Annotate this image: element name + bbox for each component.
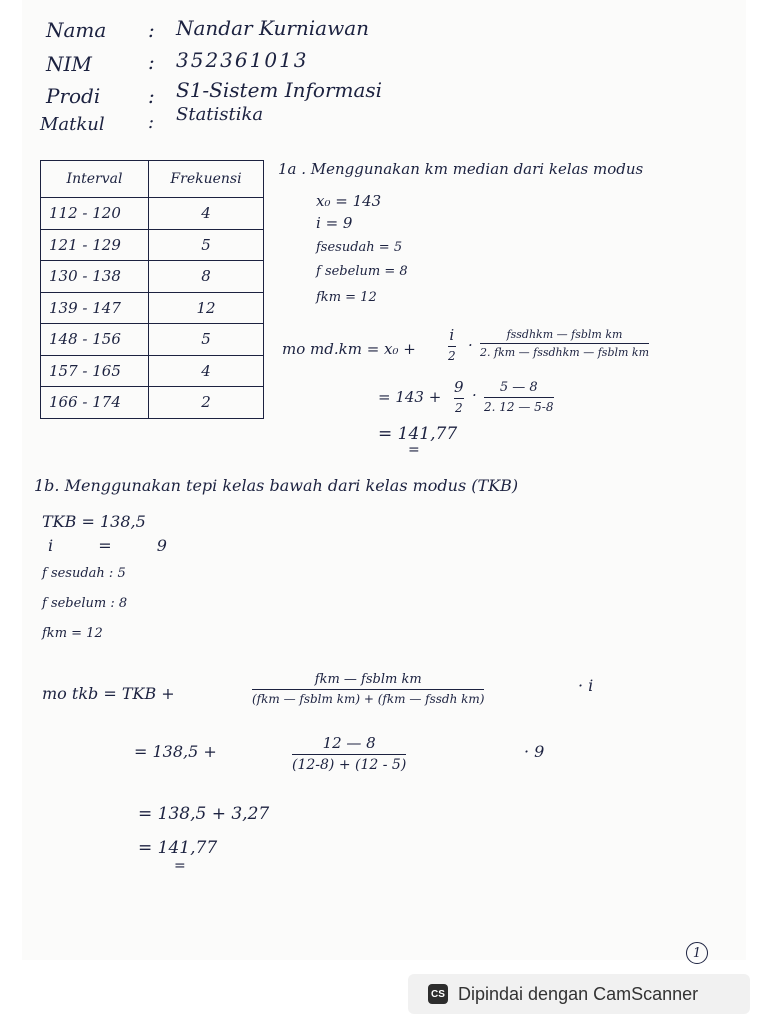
part-b-fkm: fkm = 12: [42, 626, 103, 641]
camscanner-watermark: [408, 974, 750, 1014]
part-a-formula-i-fraction: [448, 326, 456, 363]
part-a-formula-lhs: mo md.km = x₀ +: [282, 340, 416, 358]
matkul-label: Matkul: [40, 114, 105, 135]
part-a-step-lhs: = 143 +: [378, 388, 442, 406]
fraction-bar: [484, 397, 554, 398]
interval-cell: 139 - 147: [41, 292, 149, 324]
fraction-numerator: 12 — 8: [322, 734, 376, 752]
part-b-step2: = 138,5 + 3,27: [138, 804, 270, 824]
matkul-value: Statistika: [176, 104, 264, 125]
part-a-title: 1a . Menggunakan km median dari kelas modus: [278, 160, 644, 178]
fraction-bar: [252, 689, 484, 690]
part-b-result-underline: =: [174, 858, 186, 874]
fraction-denominator: (fkm — fsblm km) + (fkm — fssdh km): [252, 692, 485, 706]
page-number: 1: [686, 942, 708, 964]
fraction-denominator: 2. fkm — fssdhkm — fsblm km: [480, 346, 650, 359]
fraction-numerator: 9: [454, 378, 464, 396]
camscanner-logo-icon: CS: [428, 984, 448, 1004]
fraction-numerator: fkm — fsblm km: [314, 672, 422, 687]
fraction-denominator: (12-8) + (12 - 5): [292, 757, 407, 773]
nim-value: 352361013: [176, 48, 309, 72]
interval-cell: 112 - 120: [41, 198, 149, 230]
multiply-dot: ·: [468, 336, 473, 354]
frequency-cell: 5: [149, 229, 264, 261]
fraction-denominator: 2: [454, 401, 463, 415]
fraction-bar: [480, 343, 649, 344]
fraction-numerator: fssdhkm — fsblm km: [506, 328, 623, 341]
part-b-step-tail: · 9: [524, 742, 545, 761]
frequency-cell: 4: [149, 198, 264, 230]
interval-cell: 166 - 174: [41, 387, 149, 419]
part-b-fsebelum: f sebelum : 8: [42, 596, 128, 611]
part-b-fsesudah: f sesudah : 5: [42, 566, 126, 581]
part-b-i: i = 9: [48, 536, 167, 555]
part-b-title: 1b. Menggunakan tepi kelas bawah dari kelas modus (TKB): [34, 476, 519, 495]
part-a-formula-fraction: [480, 328, 649, 359]
part-a-result: = 141,77: [378, 424, 458, 444]
table-row: [41, 198, 264, 230]
fraction-bar: [448, 346, 456, 347]
part-b-result: = 141,77: [138, 838, 218, 858]
part-a-fkm: fkm = 12: [316, 290, 377, 305]
camscanner-text: Dipindai dengan CamScanner: [458, 983, 699, 1004]
matkul-colon: :: [148, 112, 155, 133]
table-row: [41, 229, 264, 261]
interval-cell: 130 - 138: [41, 261, 149, 293]
prodi-label: Prodi: [46, 84, 101, 108]
multiply-dot: ·: [472, 386, 477, 404]
table-header-row: [41, 161, 264, 198]
part-b-formula-tail: · i: [578, 676, 594, 695]
fraction-numerator: i: [449, 326, 455, 344]
fraction-denominator: 2. 12 — 5-8: [484, 400, 554, 414]
fraction-numerator: 5 — 8: [499, 380, 538, 395]
column-header-interval: Interval: [41, 161, 149, 198]
interval-cell: 157 - 165: [41, 355, 149, 387]
part-b-step-fraction: [292, 734, 406, 773]
table-row: [41, 387, 264, 419]
part-a-fsesudah: fsesudah = 5: [316, 240, 403, 255]
column-header-frequency: Frekuensi: [149, 161, 264, 198]
part-a-i: i = 9: [316, 214, 353, 232]
nim-label: NIM: [46, 52, 92, 76]
table-row: [41, 292, 264, 324]
table-row: [41, 355, 264, 387]
part-a-fsebelum: f sebelum = 8: [316, 264, 408, 279]
frequency-table: [40, 160, 264, 419]
frequency-cell: 8: [149, 261, 264, 293]
fraction-bar: [292, 754, 406, 755]
frequency-cell: 2: [149, 387, 264, 419]
part-b-formula-lhs: mo tkb = TKB +: [42, 684, 175, 703]
fraction-denominator: 2: [448, 349, 456, 363]
nim-colon: :: [148, 50, 155, 74]
part-b-tkb: TKB = 138,5: [42, 512, 146, 531]
prodi-colon: :: [148, 84, 155, 108]
frequency-cell: 5: [149, 324, 264, 356]
prodi-value: S1-Sistem Informasi: [176, 78, 383, 102]
fraction-bar: [454, 398, 464, 399]
name-label: Nama: [46, 18, 107, 42]
name-value: Nandar Kurniawan: [176, 16, 370, 40]
part-a-result-underline: =: [408, 442, 420, 458]
name-colon: :: [148, 18, 155, 42]
part-a-step-fraction: [484, 380, 554, 414]
part-a-x0: x₀ = 143: [316, 192, 382, 210]
part-b-step-lhs: = 138,5 +: [134, 742, 217, 761]
table-row: [41, 261, 264, 293]
interval-cell: 148 - 156: [41, 324, 149, 356]
part-b-formula-fraction: [252, 672, 484, 706]
table-row: [41, 324, 264, 356]
part-a-step-i-fraction: [454, 378, 464, 415]
frequency-cell: 4: [149, 355, 264, 387]
frequency-cell: 12: [149, 292, 264, 324]
interval-cell: 121 - 129: [41, 229, 149, 261]
